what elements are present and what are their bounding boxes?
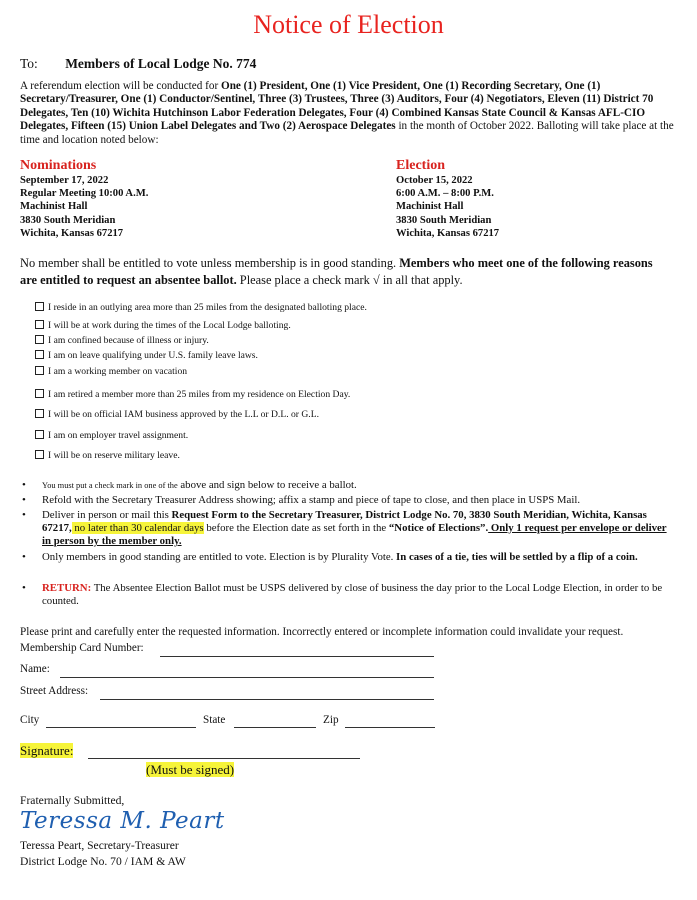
membership-field[interactable] (160, 656, 434, 657)
intro-text: A referendum election will be conducted for (20, 80, 221, 92)
checkbox-icon[interactable] (35, 430, 44, 439)
election-street: 3830 South Meridian (396, 214, 492, 226)
bullet-item (22, 494, 677, 507)
checkbox-item[interactable] (35, 350, 258, 362)
checkbox-item[interactable] (35, 389, 350, 401)
city-field[interactable] (46, 727, 196, 728)
form-instructions: Please print and carefully enter the requested information. Incorrectly entered or incomplete information could invalidate your request. (20, 626, 624, 638)
bullet-icon: • (22, 479, 26, 491)
state-label: State (203, 714, 226, 726)
bullet-icon: • (22, 582, 26, 594)
state-field[interactable] (234, 727, 316, 728)
bullet-small-text: You must put a check mark in one of the (42, 481, 178, 490)
city-label: City (20, 714, 40, 726)
bullet-text: The Absentee Election Ballot must be USPS delivered by close of business the day prior to the Local Lodge Election, in order to be counted. (42, 582, 663, 607)
deadline-highlight: no later than 30 calendar days (71, 522, 204, 534)
must-sign-wrap (146, 762, 234, 778)
intro-positions: One (1) President, One (1) Vice President, One (1) Recording Secretary, One (1) Secretary/Treasurer, One (1) Conductor/Sentinel, Three (3) Trustees, Three (3) Auditors, Four (4) Negotiators, Eleven (11) District 70 Delegates, Ten (10) Wichita Hutchinson Labor Federation Delegates, Four (4) Combined Kansas State Council & Kansas AFL-CIO Delegates, Fifteen (15) Union Label Delegates and Two (2) Aerospace Delegates (20, 80, 654, 133)
checkbox-icon[interactable] (35, 389, 44, 398)
checkbox-item[interactable] (35, 320, 291, 332)
standing-bold: Members who meet one of the following reasons are entitled to request an absentee ballot. (20, 256, 653, 287)
fraternally-text: Fraternally Submitted, (20, 794, 125, 807)
checkbox-icon[interactable] (35, 450, 44, 459)
signer-block (20, 838, 186, 869)
intro-text-end: in the month of October 2022. Balloting will take place at the time and location noted below: (20, 120, 674, 146)
zip-label: Zip (323, 714, 339, 726)
checkbox-icon[interactable] (35, 350, 44, 359)
checkbox-item[interactable] (35, 430, 188, 442)
street-label: Street Address: (20, 685, 89, 697)
checkbox-label: I am on leave qualifying under U.S. family leave laws. (48, 350, 258, 361)
election-time: 6:00 A.M. – 8:00 P.M. (396, 188, 494, 200)
nominations-place: Machinist Hall (20, 201, 88, 213)
bullet-text: above and sign below to receive a ballot. (177, 479, 357, 491)
name-label: Name: (20, 663, 50, 675)
checkbox-item[interactable] (35, 450, 180, 462)
bullet-address: Request Form to the Secretary Treasurer, District Lodge No. 70, 3830 South Meridian, Wichita, Kansas 67217, (42, 509, 647, 534)
bullet-envelope-rule: Only 1 request per envelope or deliver in person by the member only. (42, 522, 667, 547)
signer-name: Teressa Peart, Secretary-Treasurer (20, 839, 179, 852)
standing-paragraph (20, 255, 670, 288)
election-place: Machinist Hall (396, 201, 464, 213)
election-heading: Election (396, 158, 445, 173)
zip-field[interactable] (345, 727, 435, 728)
election-city: Wichita, Kansas 67217 (396, 227, 500, 239)
checkbox-item[interactable] (35, 335, 209, 347)
checkbox-label: I am retired a member more than 25 miles from my residence on Election Day. (48, 389, 351, 400)
checkbox-icon[interactable] (35, 366, 44, 375)
to-label: To: (20, 56, 38, 71)
bullet-item (22, 479, 677, 492)
nominations-street: 3830 South Meridian (20, 214, 116, 226)
signature-label-wrap (20, 743, 73, 759)
checkbox-label: I will be on official IAM business approved by the L.L or D.L. or G.L. (48, 409, 319, 420)
bullet-tie-rule: In cases of a tie, ties will be settled by a flip of a coin. (396, 551, 638, 563)
checkbox-icon[interactable] (35, 335, 44, 344)
checkbox-label: I am on employer travel assignment. (48, 430, 189, 441)
checkbox-item[interactable] (35, 302, 367, 314)
to-line (20, 56, 256, 72)
nominations-city: Wichita, Kansas 67217 (20, 227, 124, 239)
checkbox-label: I am a working member on vacation (48, 366, 188, 377)
checkbox-item[interactable] (35, 366, 187, 378)
bullet-text: Deliver in person or mail this (42, 509, 172, 521)
checkbox-label: I am confined because of illness or injury. (48, 335, 209, 346)
checkbox-icon[interactable] (35, 302, 44, 311)
standing-check-note: Please place a check mark √ in all that apply. (236, 272, 463, 287)
election-date: October 15, 2022 (396, 175, 473, 186)
page-title: Notice of Election (253, 10, 444, 39)
bullet-icon: • (22, 509, 26, 521)
election-block (396, 158, 499, 240)
signature-label: Signature: (20, 743, 74, 758)
nominations-heading: Nominations (20, 158, 97, 173)
checkbox-icon[interactable] (35, 409, 44, 418)
bullet-text: before the Election date as set forth in the (203, 522, 389, 534)
to-value: Members of Local Lodge No. 774 (65, 56, 257, 71)
bullet-icon: • (22, 551, 26, 563)
bullet-item (22, 551, 677, 564)
checkbox-label: I will be at work during the times of the Local Lodge balloting. (48, 320, 291, 331)
bullet-notice: “Notice of Elections”. (388, 522, 489, 534)
bullet-item (22, 582, 677, 608)
nominations-block (20, 158, 148, 240)
checkbox-item[interactable] (35, 409, 319, 421)
bullet-icon: • (22, 494, 26, 506)
membership-label: Membership Card Number: (20, 642, 144, 654)
signer-org: District Lodge No. 70 / IAM & AW (20, 854, 186, 868)
signature-field[interactable] (88, 758, 360, 759)
checkbox-label: I will be on reserve military leave. (48, 450, 180, 461)
bullet-text: Only members in good standing are entitled to vote. Election is by Plurality Vote. (42, 551, 397, 563)
nominations-date: September 17, 2022 (20, 175, 109, 186)
handwritten-signature: Teressa M. Peart (20, 808, 225, 834)
bullet-text: Refold with the Secretary Treasurer Address showing; affix a stamp and piece of tape to close, and then place in USPS Mail. (42, 494, 581, 506)
return-label: RETURN: (42, 582, 92, 594)
street-field[interactable] (100, 699, 434, 700)
intro-paragraph (20, 80, 675, 147)
must-sign-note: (Must be signed) (146, 762, 235, 777)
bullet-item (22, 509, 677, 548)
name-field[interactable] (60, 677, 434, 678)
nominations-time: Regular Meeting 10:00 A.M. (20, 188, 149, 200)
checkbox-icon[interactable] (35, 320, 44, 329)
standing-text: No member shall be entitled to vote unless membership is in good standing. (20, 256, 400, 270)
checkbox-label: I reside in an outlying area more than 25 miles from the designated balloting place. (48, 302, 367, 313)
